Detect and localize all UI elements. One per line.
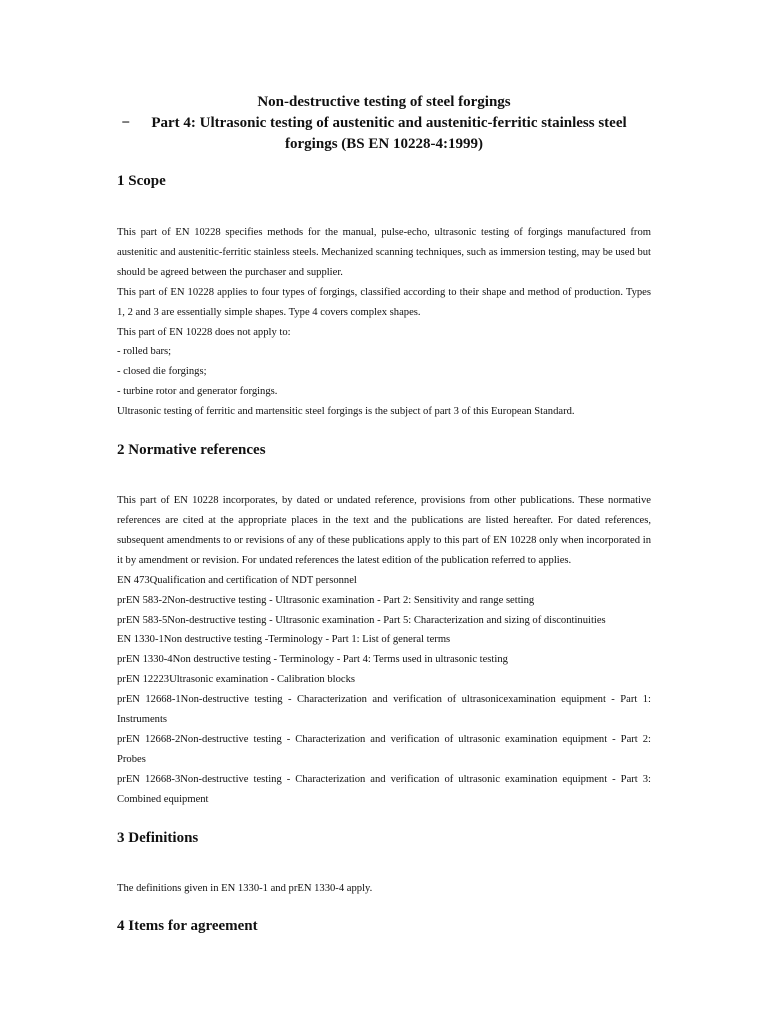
- reference-item: prEN 12668-3Non-destructive testing - Characterization and verification of ultrasonic examination equipment - Part 3: Combined equipment: [117, 773, 651, 805]
- reference-item: prEN 583-2Non-destructive testing - Ultrasonic examination - Part 2: Sensitivity and range setting: [117, 594, 535, 606]
- title-line-2: [117, 113, 651, 134]
- title-line-1: Non-destructive testing of steel forgings: [257, 94, 511, 110]
- title-line-3: forgings (BS EN 10228-4:1999): [285, 136, 483, 152]
- scope-paragraph: This part of EN 10228 does not apply to:: [117, 326, 291, 338]
- section-body-normative-references: [117, 491, 651, 810]
- document-title: [117, 92, 651, 155]
- reference-item: prEN 583-5Non-destructive testing - Ultrasonic examination - Part 5: Characterization and sizing of discontinuities: [117, 614, 606, 626]
- scope-list-item: - closed die forgings;: [117, 366, 207, 378]
- reference-item: prEN 1330-4Non destructive testing - Terminology - Part 4: Terms used in ultrasonic testing: [117, 654, 508, 666]
- scope-paragraph: Ultrasonic testing of ferritic and martensitic steel forgings is the subject of part 3 of this European Standard.: [117, 406, 575, 418]
- title-line-2-text: Part 4: Ultrasonic testing of austenitic and austenitic-ferritic stainless steel: [151, 115, 627, 131]
- definitions-text: The definitions given in EN 1330-1 and prEN 1330-4 apply.: [117, 882, 373, 894]
- section-body-definitions: [117, 879, 651, 899]
- reference-list: [117, 571, 651, 810]
- scope-list-item: - rolled bars;: [117, 346, 172, 358]
- section-heading-items-for-agreement: 4 Items for agreement: [117, 918, 258, 935]
- title-dash: −: [121, 115, 130, 131]
- scope-paragraph: This part of EN 10228 specifies methods for the manual, pulse-echo, ultrasonic testing of forgings manufactured from austenitic and austenitic-ferritic stainless steels. Mechanized scanning techniques, such as immersion testing, may be used but should be agreed between the purchaser and supplier.: [117, 227, 651, 278]
- reference-item: EN 473Qualification and certification of NDT personnel: [117, 574, 357, 586]
- section-heading-normative-references: 2 Normative references: [117, 442, 266, 459]
- document-page: [117, 92, 651, 935]
- scope-list-item: - turbine rotor and generator forgings.: [117, 386, 278, 398]
- section-heading-scope: 1 Scope: [117, 173, 166, 189]
- section-body-scope: [117, 223, 651, 422]
- reference-item: prEN 12668-1Non-destructive testing - Characterization and verification of ultrasonicexamination equipment - Part 1: Instruments: [117, 694, 651, 726]
- section-heading-definitions: 3 Definitions: [117, 829, 199, 846]
- scope-paragraph: This part of EN 10228 applies to four types of forgings, classified according to their shape and method of production. Types 1, 2 and 3 are essentially simple shapes. Type 4 covers complex shapes.: [117, 286, 651, 318]
- reference-item: prEN 12223Ultrasonic examination - Calibration blocks: [117, 674, 356, 686]
- reference-item: prEN 12668-2Non-destructive testing - Characterization and verification of ultrasonic examination equipment - Part 2: Probes: [117, 733, 651, 765]
- normative-intro: This part of EN 10228 incorporates, by dated or undated reference, provisions from other publications. These normative references are cited at the appropriate places in the text and the publications are listed hereafter. For dated references, subsequent amendments to or revisions of any of these publications apply to this part of EN 10228 only when incorporated in it by amendment or revision. For undated references the latest edition of the publication referred to applies.: [117, 495, 651, 566]
- reference-item: EN 1330-1Non destructive testing -Terminology - Part 1: List of general terms: [117, 634, 451, 646]
